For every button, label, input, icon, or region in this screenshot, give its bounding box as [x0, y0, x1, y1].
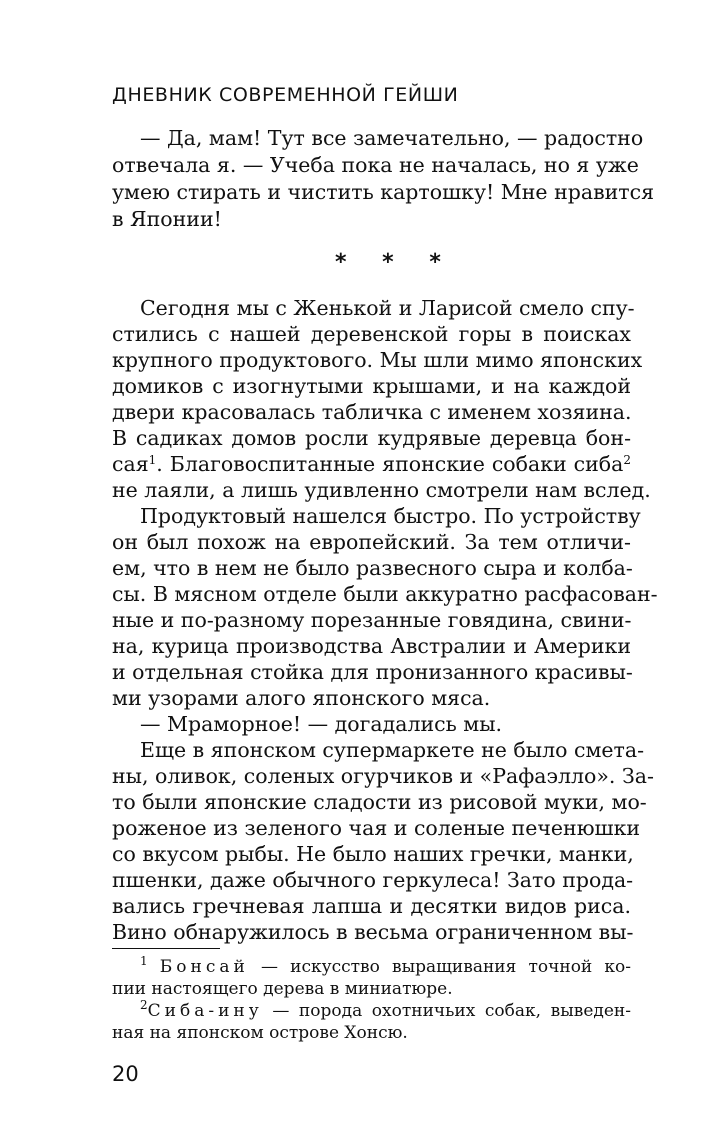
text-line: — Да, мам! Тут все замечательно, — радостно	[140, 126, 644, 150]
footnote-1	[140, 956, 631, 978]
footnote-1-cont: пии настоящего дерева в миниатюре.	[112, 979, 453, 999]
text-line: Продуктовый нашелся быстро. По устройству	[140, 504, 641, 528]
footnote-rule	[112, 948, 220, 949]
footnote-mark: 2	[140, 998, 148, 1012]
text-line: Еще в японском супермаркете не было смета-	[140, 738, 645, 762]
text-line: он был похож на европейский. За тем отличи-	[112, 530, 631, 554]
footnote-ref-1: 1	[148, 453, 157, 467]
text-line: вались гречневая лапша и десятки видов риса.	[112, 894, 631, 918]
text-line: со вкусом рыбы. Не было наших гречки, манки,	[112, 842, 634, 866]
section-separator: * * *	[335, 250, 455, 275]
footnote-term: Сиба-ину	[147, 1001, 263, 1021]
footnote-2-cont: ная на японском острове Хонсю.	[112, 1023, 408, 1043]
text-line: ны, оливок, соленых огурчиков и «Рафаэлло». За-	[112, 764, 654, 788]
text-line: то были японские сладости из рисовой муки, мо-	[112, 790, 647, 814]
footnote-term: Бонсай	[159, 957, 249, 977]
text-line: ми узорами алого японского мяса.	[112, 686, 491, 710]
text-line: ные и по-разному порезанные говядина, свини-	[112, 608, 632, 632]
text-fragment: . Благовоспитанные японские собаки сиба	[156, 452, 624, 476]
text-line: и отдельная стойка для пронизанного красивы-	[112, 660, 633, 684]
text-line-with-footnotes	[112, 452, 631, 476]
running-header: ДНЕВНИК СОВРЕМЕННОЙ ГЕЙШИ	[112, 84, 459, 106]
footnote-text: — порода охотничьих собак, выведен-	[262, 1001, 631, 1021]
text-line: в Японии!	[112, 207, 222, 231]
text-line: роженое из зеленого чая и соленые печенюшки	[112, 816, 641, 840]
footnote-mark: 1	[140, 954, 148, 968]
text-line: двери красовалась табличка с именем хозяина.	[112, 400, 632, 424]
text-line: ем, что в нем не было развесного сыра и колба-	[112, 556, 633, 580]
text-line: сы. В мясном отделе были аккуратно расфасован-	[112, 582, 658, 606]
text-line: крупного продуктового. Мы шли мимо японских	[112, 348, 643, 372]
text-line: Сегодня мы с Женькой и Ларисой смело спу-	[140, 296, 635, 320]
footnote-text: — искусство выращивания точной ко-	[248, 957, 632, 977]
text-line: не лаяли, а лишь удивленно смотрели нам вслед.	[112, 478, 651, 502]
text-fragment: сая	[112, 452, 149, 476]
text-line: на, курица производства Австралии и Америки	[112, 634, 631, 658]
text-line: умею стирать и чистить картошку! Мне нравится	[112, 180, 655, 204]
text-line: — Мраморное! — догадались мы.	[140, 712, 503, 736]
footnote-2	[140, 1000, 631, 1022]
text-line: отвечала я. — Учеба пока не началась, но я уже	[112, 153, 639, 177]
footnote-ref-2: 2	[623, 453, 631, 467]
text-line: домиков с изогнутыми крышами, и на каждой	[112, 374, 631, 398]
page-number: 20	[112, 1062, 139, 1086]
text-line: В садиках домов росли кудрявые деревца бон-	[112, 426, 631, 450]
text-line: стились с нашей деревенской горы в поисках	[112, 322, 631, 346]
text-line: Вино обнаружилось в весьма ограниченном вы-	[112, 920, 634, 944]
text-line: пшенки, даже обычного геркулеса! Зато прода-	[112, 868, 634, 892]
